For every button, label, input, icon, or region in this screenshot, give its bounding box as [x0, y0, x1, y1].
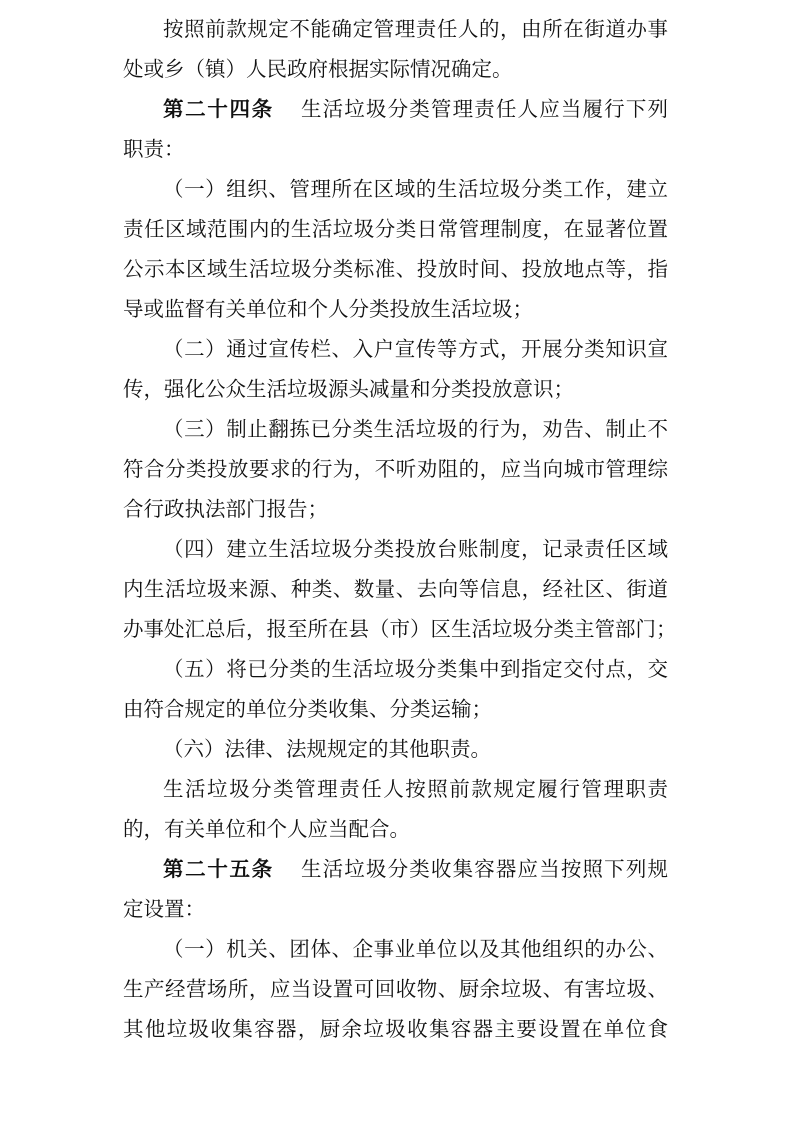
paragraph-line: 定设置： [123, 897, 205, 921]
article-text: 生活垃圾分类收集容器应当按照下列规 [299, 857, 669, 881]
paragraph-line: 生产经营场所，应当设置可回收物、厨余垃圾、有害垃圾、 [123, 977, 668, 1001]
paragraph-line: （三）制止翻拣已分类生活垃圾的行为，劝告、制止不 [163, 417, 668, 441]
article-25-heading-line [163, 849, 668, 889]
article-number: 第二十四条 [163, 97, 274, 121]
paragraph-line: （一）机关、团体、企事业单位以及其他组织的办公、 [163, 937, 668, 961]
paragraph-line: 处或乡（镇）人民政府根据实际情况确定。 [123, 57, 513, 81]
article-text: 生活垃圾分类管理责任人应当履行下列 [299, 97, 669, 121]
paragraph-line: （五）将已分类的生活垃圾分类集中到指定交付点，交 [163, 657, 668, 681]
paragraph-line: 办事处汇总后，报至所在县（市）区生活垃圾分类主管部门； [123, 617, 677, 641]
paragraph-line: 导或监督有关单位和个人分类投放生活垃圾； [123, 297, 533, 321]
paragraph-line: 合行政执法部门报告； [123, 497, 328, 521]
paragraph-line: （二）通过宣传栏、入户宣传等方式，开展分类知识宣 [163, 337, 668, 361]
paragraph-line: 传，强化公众生活垃圾源头减量和分类投放意识； [123, 377, 574, 401]
paragraph-line: 由符合规定的单位分类收集、分类运输； [123, 697, 492, 721]
paragraph-line: 生活垃圾分类管理责任人按照前款规定履行管理职责 [163, 777, 668, 801]
paragraph-line: 的，有关单位和个人应当配合。 [123, 817, 410, 841]
paragraph-line: （六）法律、法规规定的其他职责。 [163, 737, 491, 761]
paragraph-line: （一）组织、管理所在区域的生活垃圾分类工作，建立 [163, 177, 668, 201]
paragraph-line: 职责： [123, 137, 185, 161]
article-number: 第二十五条 [163, 857, 274, 881]
paragraph-line: （四）建立生活垃圾分类投放台账制度，记录责任区域 [163, 537, 668, 561]
article-24-heading-line [163, 89, 668, 129]
paragraph-line: 按照前款规定不能确定管理责任人的，由所在街道办事 [163, 17, 668, 41]
paragraph-line: 符合分类投放要求的行为，不听劝阻的，应当向城市管理综 [123, 457, 668, 481]
paragraph-line: 其他垃圾收集容器，厨余垃圾收集容器主要设置在单位食 [123, 1017, 668, 1041]
paragraph-line: 内生活垃圾来源、种类、数量、去向等信息，经社区、街道 [123, 577, 668, 601]
paragraph-line: 责任区域范围内的生活垃圾分类日常管理制度，在显著位置 [123, 217, 668, 241]
paragraph-line: 公示本区域生活垃圾分类标准、投放时间、投放地点等，指 [123, 257, 668, 281]
